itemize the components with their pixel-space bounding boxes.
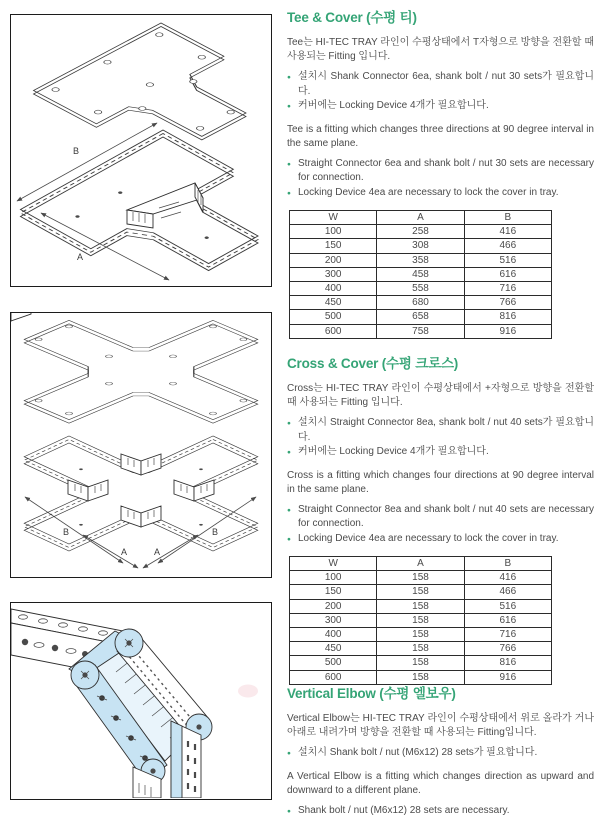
table-cell: 558 xyxy=(377,281,464,295)
table-cell: 516 xyxy=(464,599,551,613)
table-cell: 816 xyxy=(464,310,551,324)
table-row xyxy=(290,310,552,324)
elbow-description-korean: Vertical Elbow는 HI-TEC TRAY 라인이 수평상태에서 위로 올라가 거나 아래로 내려가며 방향을 전환할 때 사용되는 Fitting입니다. xyxy=(287,713,594,738)
tee-dimension-table xyxy=(289,210,552,339)
elbow-bullets-korean xyxy=(287,746,594,761)
table-cell: 916 xyxy=(464,324,551,338)
table-cell: 400 xyxy=(290,627,377,641)
bullet-item: ● 설치시 Shank bolt / nut (M6x12) 28 sets가 필요합니다. xyxy=(287,746,594,761)
elbow-bullets-english xyxy=(287,804,594,819)
cross-corner-connector xyxy=(11,313,31,321)
bullet-item: ● 커버에는 Locking Device 4개가 필요합니다. xyxy=(287,445,594,460)
table-cell: 766 xyxy=(464,642,551,656)
table-cell: 308 xyxy=(377,239,464,253)
vertical-elbow-section xyxy=(287,682,594,818)
table-row xyxy=(290,599,552,613)
table-cell: 158 xyxy=(377,613,464,627)
column-header: B xyxy=(464,557,551,571)
table-cell: 258 xyxy=(377,225,464,239)
table-cell: 758 xyxy=(377,324,464,338)
tee-cover-outline xyxy=(33,23,270,162)
tee-bullets-korean xyxy=(287,70,594,114)
table-cell: 150 xyxy=(290,239,377,253)
table-cell: 150 xyxy=(290,585,377,599)
table-row xyxy=(290,324,552,338)
table-row xyxy=(290,571,552,585)
bullet-item: ● 커버에는 Locking Device 4개가 필요합니다. xyxy=(287,99,594,114)
table-cell: 158 xyxy=(377,585,464,599)
table-row xyxy=(290,296,552,310)
table-cell: 716 xyxy=(464,281,551,295)
table-cell: 158 xyxy=(377,670,464,684)
table-row xyxy=(290,225,552,239)
bullet-item: ● 설치시 Shank Connector 6ea, shank bolt / nut 30 sets가 필요합니다. xyxy=(287,70,594,99)
cross-description-korean: Cross는 HI-TEC TRAY 라인이 수평상태에서 +자형으로 방향을 전환할 때 사용되는 Fitting 입니다. xyxy=(287,383,594,408)
svg-text:B: B xyxy=(73,146,80,156)
tee-cover-screw-holes xyxy=(50,32,270,150)
tee-corner-connector xyxy=(127,183,203,228)
table-cell: 466 xyxy=(464,585,551,599)
table-cell: 100 xyxy=(290,571,377,585)
table-cell: 916 xyxy=(464,670,551,684)
svg-text:A: A xyxy=(121,547,128,557)
cross-section xyxy=(287,352,594,685)
cross-drawing xyxy=(11,313,270,576)
elbow-section-title: Vertical Elbow (수평 엘보우) xyxy=(287,686,456,701)
table-cell: 200 xyxy=(290,599,377,613)
tee-drawing-box xyxy=(10,14,272,287)
table-cell: 458 xyxy=(377,267,464,281)
table-row xyxy=(290,585,552,599)
tee-bullets-english xyxy=(287,157,594,201)
table-cell: 466 xyxy=(464,239,551,253)
table-cell: 158 xyxy=(377,656,464,670)
cross-dimension-a xyxy=(83,535,198,568)
svg-text:A: A xyxy=(154,547,161,557)
table-cell: 516 xyxy=(464,253,551,267)
column-header: W xyxy=(290,557,377,571)
vertical-elbow-drawing xyxy=(11,603,270,798)
table-cell: 816 xyxy=(464,656,551,670)
table-row xyxy=(290,642,552,656)
table-cell: 658 xyxy=(377,310,464,324)
tee-section xyxy=(287,6,594,339)
table-row xyxy=(290,253,552,267)
bullet-item: ● Straight Connector 8ea and shank bolt / nut 40 sets are necessary for connection. xyxy=(287,503,594,532)
cross-drawing-box xyxy=(10,312,272,578)
svg-text:B: B xyxy=(212,527,219,537)
table-row xyxy=(290,613,552,627)
cross-section-title: Cross & Cover (수평 크로스) xyxy=(287,356,459,371)
table-cell: 500 xyxy=(290,310,377,324)
svg-text:A: A xyxy=(77,252,84,262)
table-cell: 600 xyxy=(290,670,377,684)
table-cell: 300 xyxy=(290,267,377,281)
table-cell: 600 xyxy=(290,324,377,338)
table-cell: 450 xyxy=(290,296,377,310)
tee-description-korean: Tee는 HI-TEC TRAY 라인이 수평상태에서 T자형으로 방향을 전환할 때 사용되는 Fitting 입니다. xyxy=(287,37,594,62)
table-header-row xyxy=(290,211,552,225)
bullet-item: ● Straight Connector 6ea and shank bolt / nut 30 sets are necessary for connection. xyxy=(287,157,594,186)
bullet-item: ● Locking Device 4ea are necessary to lock the cover in tray. xyxy=(287,532,594,547)
bullet-item: ● Shank bolt / nut (M6x12) 28 sets are necessary. xyxy=(287,804,594,819)
column-header: B xyxy=(464,211,551,225)
bullet-item: ● Locking Device 4ea are necessary to lock the cover in tray. xyxy=(287,186,594,201)
table-row xyxy=(290,239,552,253)
column-header: A xyxy=(377,211,464,225)
tee-description-english: Tee is a fitting which changes three directions at 90 degree interval in the same plane. xyxy=(287,123,594,149)
column-header: W xyxy=(290,211,377,225)
table-cell: 158 xyxy=(377,642,464,656)
cross-cover-screw-holes xyxy=(11,313,270,446)
table-cell: 300 xyxy=(290,613,377,627)
table-cell: 158 xyxy=(377,571,464,585)
table-cell: 400 xyxy=(290,281,377,295)
cross-tray-outline xyxy=(11,313,270,576)
table-cell: 200 xyxy=(290,253,377,267)
cross-dimension-table xyxy=(289,556,552,685)
cross-bullets-english xyxy=(287,503,594,547)
table-row xyxy=(290,627,552,641)
table-cell: 680 xyxy=(377,296,464,310)
table-row xyxy=(290,267,552,281)
table-cell: 358 xyxy=(377,253,464,267)
cross-cover-outline xyxy=(11,313,270,454)
table-cell: 158 xyxy=(377,599,464,613)
table-cell: 416 xyxy=(464,571,551,585)
table-header-row xyxy=(290,557,552,571)
table-cell: 766 xyxy=(464,296,551,310)
table-row xyxy=(290,656,552,670)
table-cell: 716 xyxy=(464,627,551,641)
tee-dimension-b xyxy=(17,123,157,201)
bullet-item: ● 설치시 Straight Connector 8ea, shank bolt / nut 40 sets가 필요합니다. xyxy=(287,416,594,445)
table-cell: 100 xyxy=(290,225,377,239)
table-row xyxy=(290,281,552,295)
tee-tray-outline xyxy=(20,130,270,285)
tee-drawing xyxy=(11,15,270,285)
cross-description-english: Cross is a fitting which changes four directions at 90 degree interval in the same plane. xyxy=(287,469,594,495)
table-cell: 450 xyxy=(290,642,377,656)
elbow-description-english: A Vertical Elbow is a fitting which changes direction as upward and downward to a different plane. xyxy=(287,770,594,796)
table-cell: 616 xyxy=(464,613,551,627)
svg-text:B: B xyxy=(63,527,70,537)
table-cell: 416 xyxy=(464,225,551,239)
elbow-drawing-box xyxy=(10,602,272,800)
table-cell: 500 xyxy=(290,656,377,670)
tee-section-title: Tee & Cover (수평 티) xyxy=(287,10,417,25)
cross-bullets-korean xyxy=(287,416,594,460)
scan-smudge xyxy=(238,685,258,698)
column-header: A xyxy=(377,557,464,571)
table-cell: 158 xyxy=(377,627,464,641)
table-cell: 616 xyxy=(464,267,551,281)
